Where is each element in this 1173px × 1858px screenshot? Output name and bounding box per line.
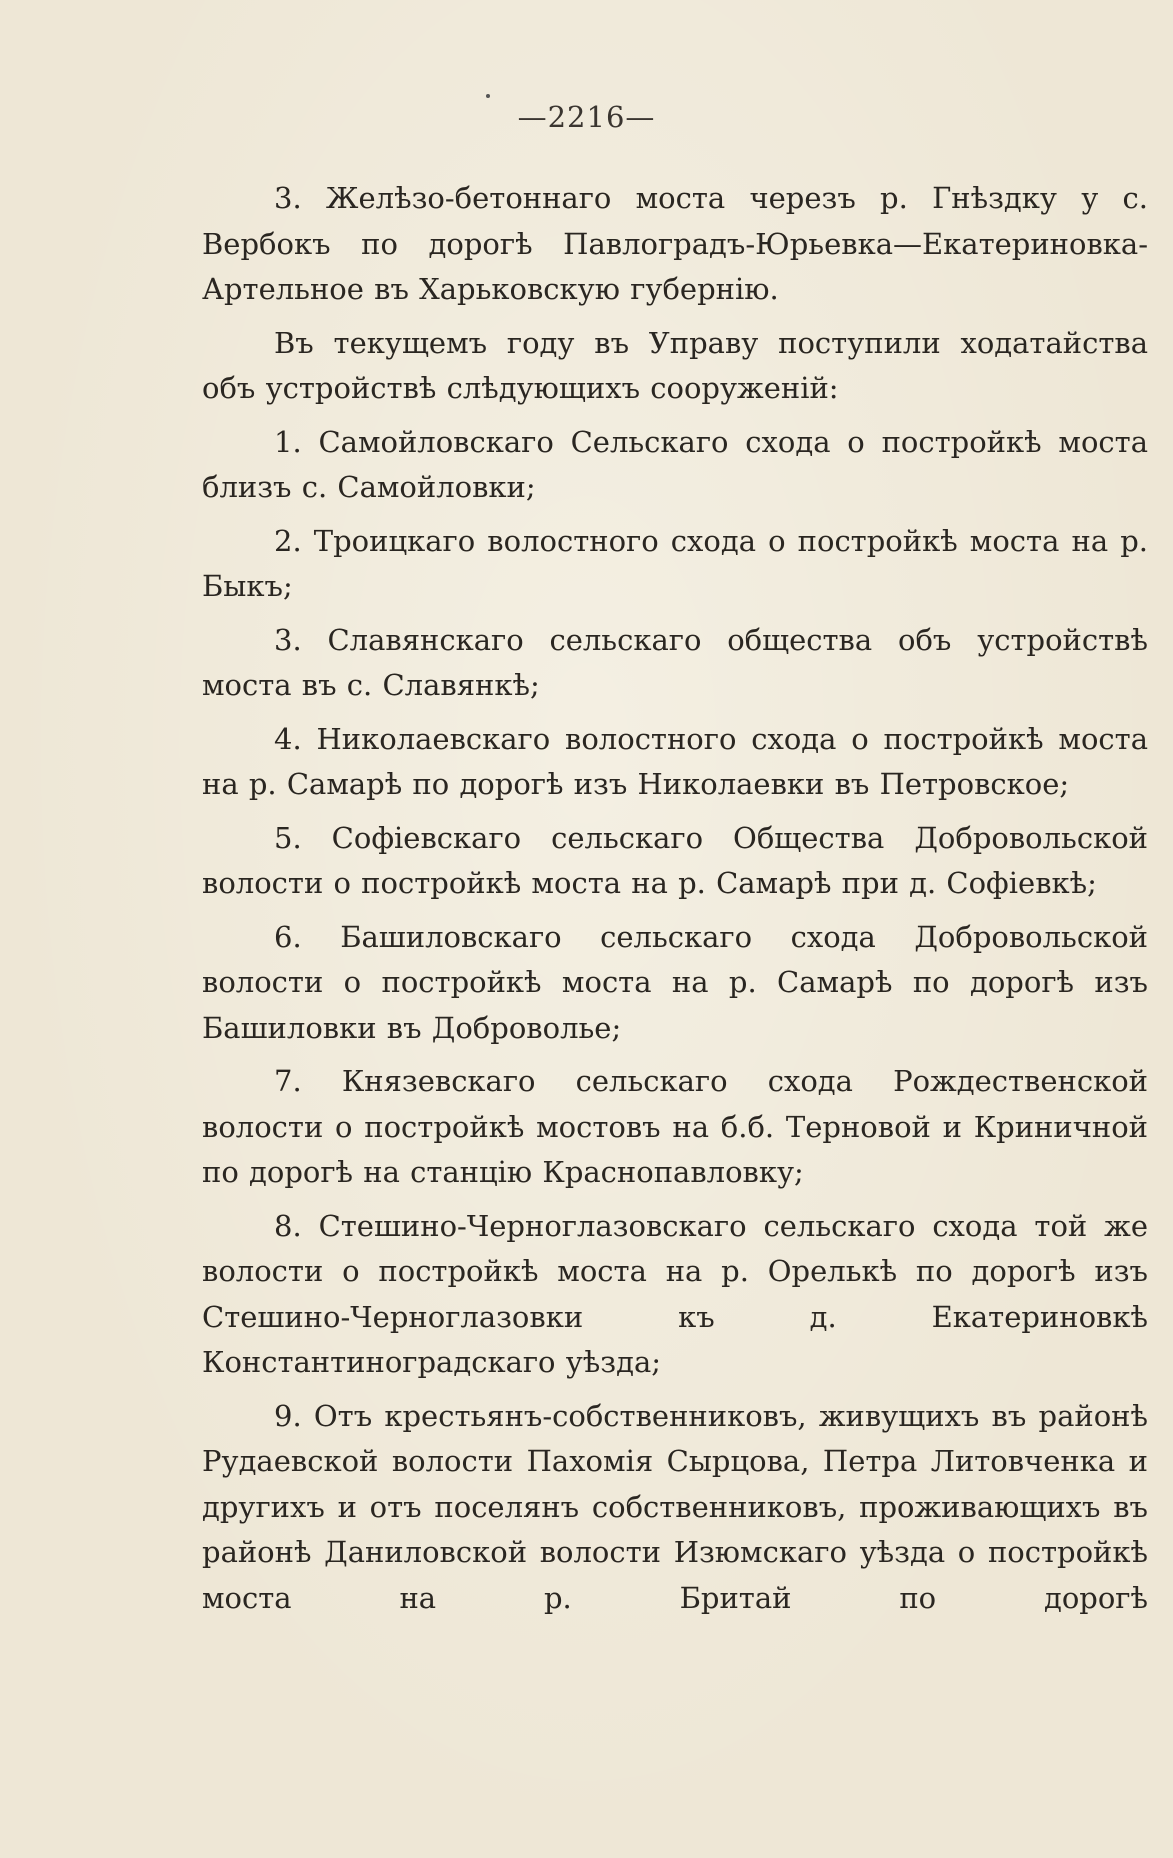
list-item-7: 7. Князевскаго сельскаго схода Рождественской волости о постройкѣ мостовъ на б.б. Терновой и Криничной по дорогѣ на станцію Краснопавловку; bbox=[202, 1064, 1148, 1189]
paragraph-petitions-intro: Въ текущемъ году въ Управу поступили ходатайства объ устройствѣ слѣдующихъ сооруженій: bbox=[202, 325, 1148, 405]
body-text bbox=[202, 176, 1148, 1621]
list-item-1: 1. Самойловскаго Сельскаго схода о постройкѣ моста близъ с. Самойловки; bbox=[202, 424, 1148, 504]
list-item-2: 2. Троицкаго волостного схода о постройкѣ моста на р. Быкъ; bbox=[202, 523, 1148, 603]
list-item-5: 5. Софіевскаго сельскаго Общества Добровольской волости о постройкѣ моста на р. Самарѣ при д. Софіевкѣ; bbox=[202, 820, 1148, 900]
list-item-3: 3. Славянскаго сельскаго общества объ устройствѣ моста въ с. Славянкѣ; bbox=[202, 622, 1148, 702]
print-speck bbox=[486, 94, 490, 98]
paragraph-item-3-bridge: 3. Желѣзо-бетоннаго моста черезъ р. Гнѣздку у с. Вербокъ по дорогѣ Павлоградъ-Юрьевка—Екатериновка-Артельное въ Харьковскую губернію. bbox=[202, 181, 1148, 306]
list-item-4: 4. Николаевскаго волостного схода о постройкѣ моста на р. Самарѣ по дорогѣ изъ Николаевки въ Петровское; bbox=[202, 721, 1148, 801]
list-item-6: 6. Башиловскаго сельскаго схода Добровольской волости о постройкѣ моста на р. Самарѣ по дорогѣ изъ Башиловки въ Доброволье; bbox=[202, 919, 1148, 1045]
list-item-8: 8. Стешино-Черноглазовскаго сельскаго схода той же волости о постройкѣ моста на р. Орелькѣ по дорогѣ изъ Стешино-Черноглазовки къ д. Екатериновкѣ Константиноградскаго уѣзда; bbox=[202, 1208, 1148, 1379]
list-item-9: 9. Отъ крестьянъ-собственниковъ, живущихъ въ районѣ Рудаевской волости Пахомія Сырцова, Петра Литовченка и другихъ и отъ поселянъ собственниковъ, проживающихъ въ районѣ Даниловской волости Изюмскаго уѣзда о постройкѣ моста на р. Бритай по дорогѣ bbox=[202, 1398, 1148, 1615]
page-number: —2216— bbox=[517, 100, 656, 134]
